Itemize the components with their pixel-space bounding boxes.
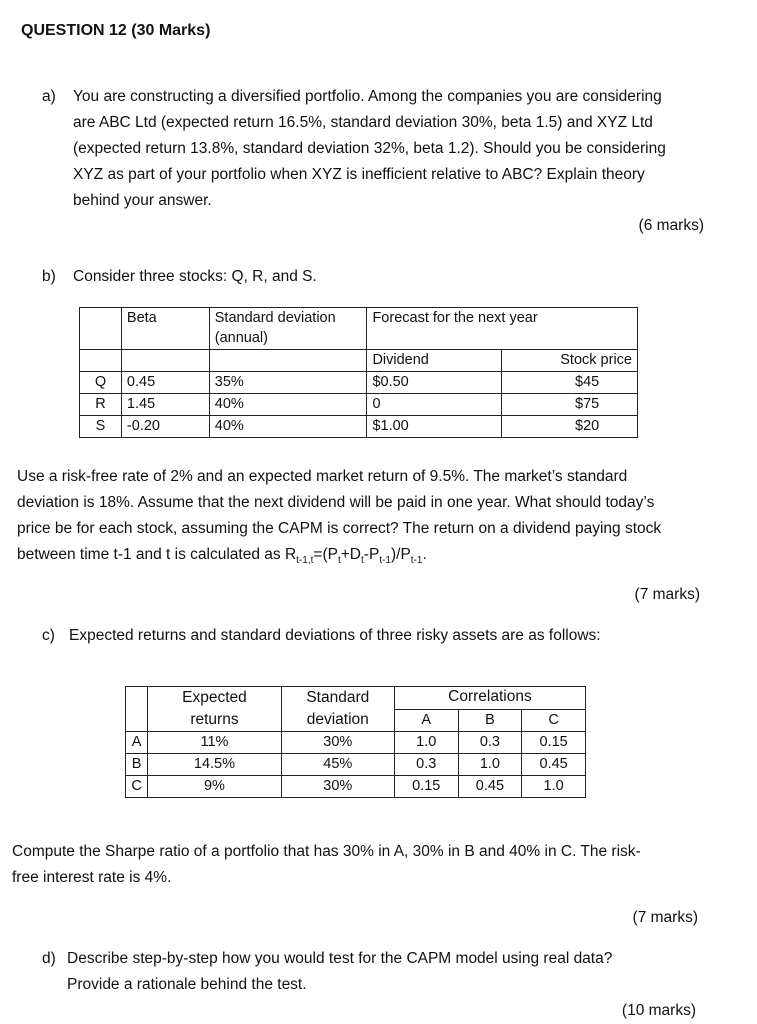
part-a-text: [73, 84, 701, 214]
table-row: S -0.20 40% $1.00 $20: [80, 416, 638, 438]
part-b-intro: Consider three stocks: Q, R, and S.: [73, 268, 317, 285]
table-row: B 14.5% 45% 0.3 1.0 0.45: [126, 754, 586, 776]
part-b-line: deviation is 18%. Assume that the next dividend will be paid in one year. What should today’s: [17, 494, 655, 511]
table-row: A 11% 30% 1.0 0.3 0.15: [126, 732, 586, 754]
stocks-table: [79, 307, 638, 438]
part-b-line: price be for each stock, assuming the CAPM is correct? The return on a dividend paying stock: [17, 520, 662, 537]
part-d-line: Provide a rationale behind the test.: [67, 976, 307, 993]
part-d-marks: (10 marks): [621, 1002, 696, 1019]
part-d-text: [67, 946, 695, 998]
assets-subheader-row: A B C: [126, 709, 586, 732]
part-c-intro: Expected returns and standard deviations of three risky assets are as follows:: [69, 627, 601, 644]
table-row: C 9% 30% 0.15 0.45 1.0: [126, 776, 586, 798]
header-dividend: Dividend: [367, 350, 502, 372]
header-expected-returns: Expected returns: [148, 687, 281, 732]
part-b-marker: b): [42, 268, 56, 285]
part-c-line: Compute the Sharpe ratio of a portfolio that has 30% in A, 30% in B and 40% in C. The risk-: [12, 843, 641, 860]
part-b-marks: (7 marks): [634, 586, 700, 603]
part-b-text: [17, 464, 697, 574]
part-a-line: You are constructing a diversified portfolio. Among the companies you are considering: [73, 88, 662, 105]
return-formula: $R_{t-1,t}=(P_t+D_t-P_{t-1})/P_{t-1}$.: [284, 546, 427, 567]
part-c-line: free interest rate is 4%.: [12, 869, 172, 886]
table-row: R 1.45 40% 0 $75: [80, 394, 638, 416]
part-a-marks: (6 marks): [638, 217, 704, 234]
part-d-line: Describe step-by-step how you would test for the CAPM model using real data?: [67, 950, 613, 967]
assets-table: [125, 686, 586, 798]
part-b-line: Use a risk-free rate of 2% and an expected market return of 9.5%. The market’s standard: [17, 468, 628, 485]
part-c-text: [12, 839, 692, 891]
part-d-marker: d): [42, 950, 56, 967]
stocks-header-row: [80, 308, 638, 350]
header-beta: Beta: [121, 308, 209, 350]
part-c-marker: c): [42, 627, 55, 644]
header-forecast: Forecast for the next year: [367, 308, 638, 350]
part-a-line: are ABC Ltd (expected return 16.5%, standard deviation 30%, beta 1.5) and XYZ Ltd: [73, 114, 653, 131]
assets-header-row: [126, 687, 586, 710]
part-a-marker: a): [42, 88, 56, 105]
question-title: QUESTION 12 (30 Marks): [21, 22, 211, 39]
part-a-line: (expected return 13.8%, standard deviation 32%, beta 1.2). Should you be considering: [73, 140, 666, 157]
header-price: Stock price: [502, 350, 638, 372]
part-a-line: XYZ as part of your portfolio when XYZ is inefficient relative to ABC? Explain theory: [73, 166, 645, 183]
part-c-marks: (7 marks): [632, 909, 698, 926]
header-correlations: Correlations: [394, 687, 585, 710]
header-standard-deviation: Standard deviation: [281, 687, 394, 732]
part-a-line: behind your answer.: [73, 192, 212, 209]
stocks-subheader-row: [80, 350, 638, 372]
part-b-formula-line: between time t-1 and t is calculated as $R_{t-1,t}=(P_t+D_t-P_{t-1})/P_{t-1}$.: [17, 546, 427, 567]
header-sd: Standard deviation (annual): [209, 308, 367, 350]
table-row: Q 0.45 35% $0.50 $45: [80, 372, 638, 394]
